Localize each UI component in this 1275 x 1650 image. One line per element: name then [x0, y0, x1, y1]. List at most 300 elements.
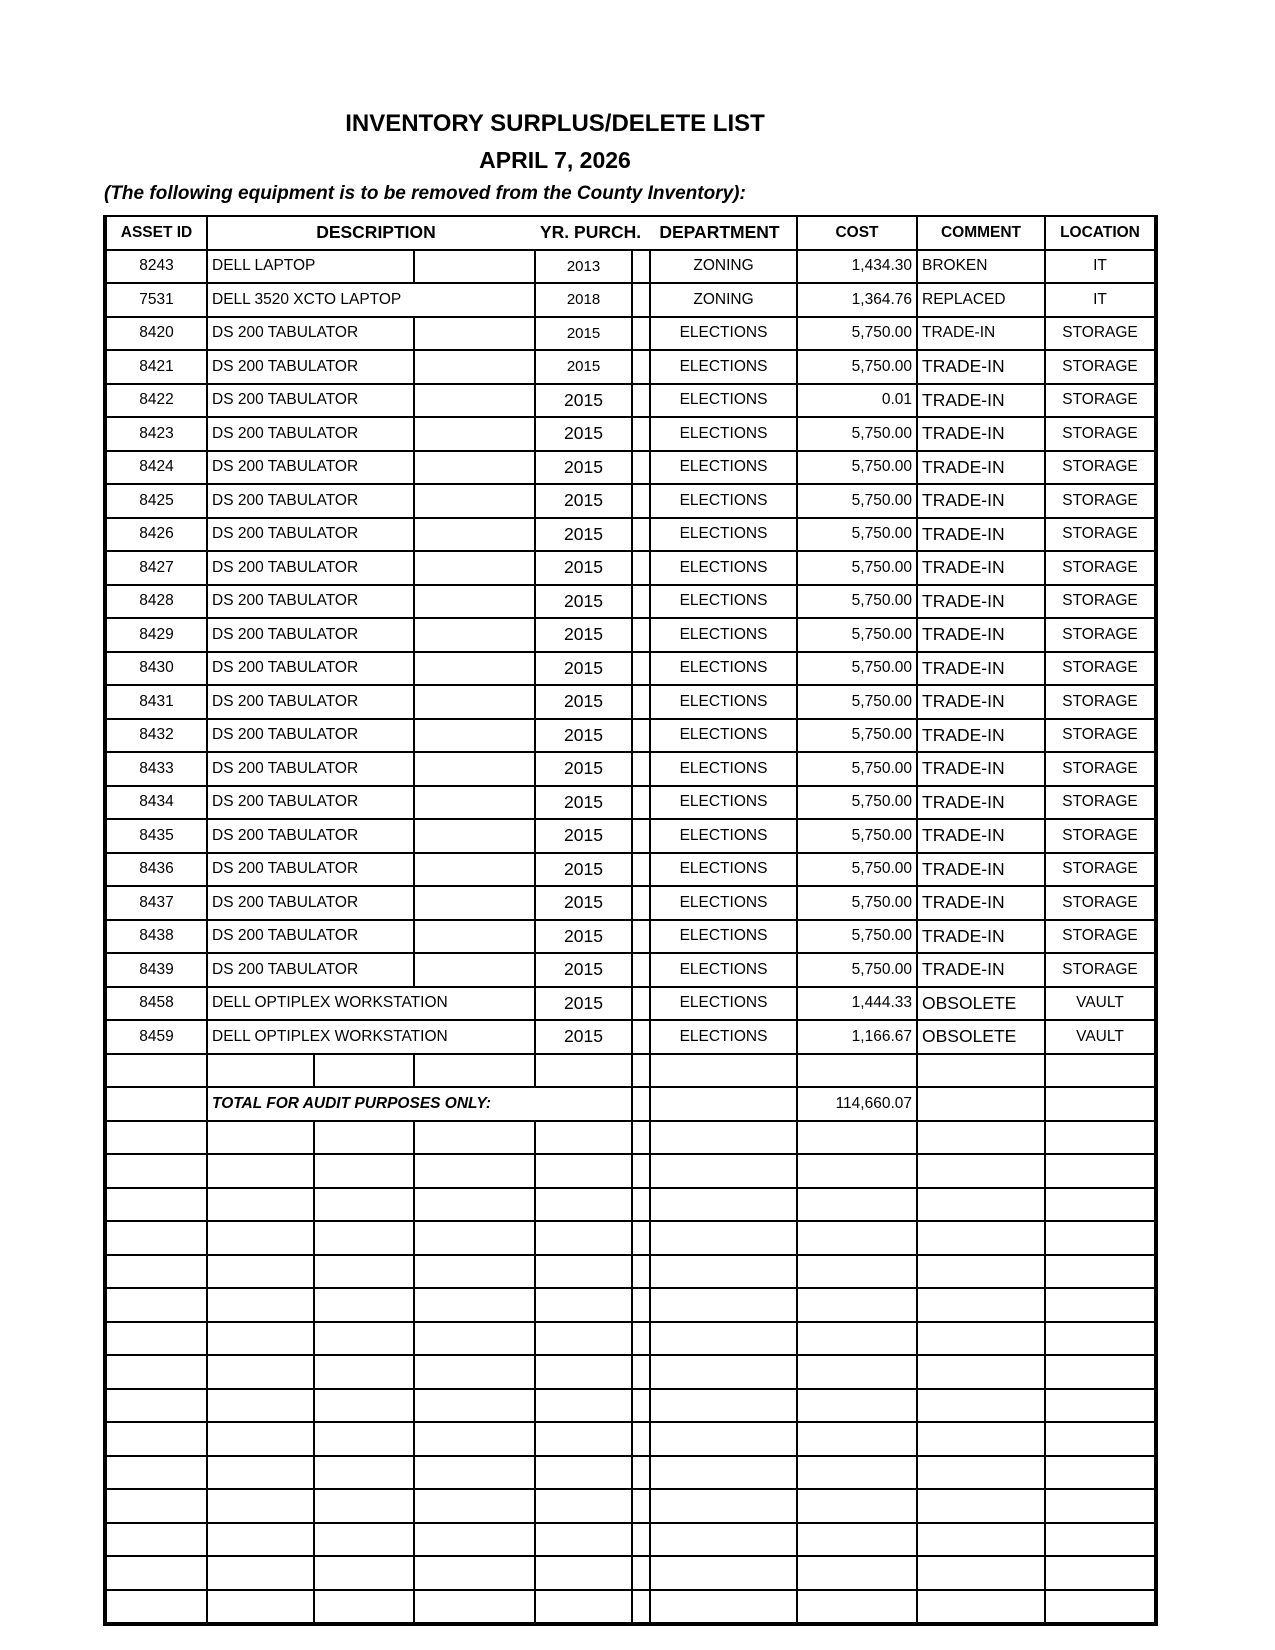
description-cell: DS 200 TABULATOR	[207, 518, 414, 552]
empty-cell	[917, 1322, 1045, 1356]
cost-cell: 5,750.00	[797, 752, 917, 786]
location-cell: IT	[1045, 283, 1156, 317]
table-row	[105, 719, 1156, 753]
year-purchased-cell: 2015	[535, 1020, 632, 1054]
empty-cell	[650, 1422, 797, 1456]
comment-cell: TRADE-IN	[917, 384, 1045, 418]
empty-cell	[797, 1590, 917, 1625]
year-purchased-cell: 2015	[535, 350, 632, 384]
table-row	[105, 618, 1156, 652]
cost-cell: 5,750.00	[797, 719, 917, 753]
description-overflow-cell	[414, 585, 535, 619]
department-cell: ELECTIONS	[650, 417, 797, 451]
description-cell: DS 200 TABULATOR	[207, 752, 414, 786]
empty-cell	[797, 1422, 917, 1456]
comment-cell: TRADE-IN	[917, 685, 1045, 719]
empty-cell	[917, 1489, 1045, 1523]
cost-cell: 5,750.00	[797, 685, 917, 719]
empty-cell	[650, 1154, 797, 1188]
table-row	[105, 317, 1156, 351]
department-cell: ELECTIONS	[650, 786, 797, 820]
asset-id-cell: 8421	[105, 350, 207, 384]
empty-cell	[207, 1422, 314, 1456]
department-cell: ELECTIONS	[650, 384, 797, 418]
description-overflow-cell	[414, 618, 535, 652]
empty-cell	[314, 1389, 414, 1423]
empty-cell	[535, 1255, 632, 1289]
year-purchased-cell: 2015	[535, 585, 632, 619]
asset-id-cell: 8427	[105, 551, 207, 585]
location-cell: STORAGE	[1045, 384, 1156, 418]
asset-id-cell: 8420	[105, 317, 207, 351]
location-cell: STORAGE	[1045, 652, 1156, 686]
empty-asset-cell	[105, 1456, 207, 1490]
location-cell: STORAGE	[1045, 786, 1156, 820]
year-purchased-cell: 2015	[535, 819, 632, 853]
empty-row	[105, 1523, 1156, 1557]
empty-cell	[535, 1389, 632, 1423]
comment-cell: BROKEN	[917, 250, 1045, 284]
empty-asset-cell	[105, 1288, 207, 1322]
description-overflow-cell	[414, 786, 535, 820]
description-cell: DS 200 TABULATOR	[207, 920, 414, 954]
empty-row	[105, 1556, 1156, 1590]
empty-cell	[1045, 1288, 1156, 1322]
empty-cell	[414, 1590, 535, 1625]
cost-cell: 5,750.00	[797, 417, 917, 451]
inventory-table	[103, 215, 1158, 1626]
asset-id-cell: 8424	[105, 451, 207, 485]
empty-cell	[535, 1422, 632, 1456]
empty-cell	[797, 1121, 917, 1155]
comment-cell: TRADE-IN	[917, 886, 1045, 920]
empty-cell	[414, 1255, 535, 1289]
empty-cell	[535, 1489, 632, 1523]
comment-cell: TRADE-IN	[917, 719, 1045, 753]
spacer-cell	[632, 283, 650, 317]
empty-cell	[1045, 1154, 1156, 1188]
empty-cell	[632, 1523, 650, 1557]
empty-cell	[207, 1590, 314, 1625]
empty-cell	[650, 1456, 797, 1490]
comment-cell: TRADE-IN	[917, 585, 1045, 619]
description-overflow-cell	[414, 384, 535, 418]
empty-cell	[917, 1355, 1045, 1389]
empty-asset-cell	[105, 1422, 207, 1456]
empty-cell	[535, 1556, 632, 1590]
empty-cell	[1045, 1590, 1156, 1625]
empty-cell	[917, 1154, 1045, 1188]
asset-id-cell: 8433	[105, 752, 207, 786]
empty-row	[105, 1255, 1156, 1289]
cost-cell: 5,750.00	[797, 819, 917, 853]
table-row	[105, 752, 1156, 786]
comment-cell: TRADE-IN	[917, 350, 1045, 384]
empty-cell	[314, 1355, 414, 1389]
empty-cell	[650, 1556, 797, 1590]
description-cell: DS 200 TABULATOR	[207, 886, 414, 920]
comment-cell: TRADE-IN	[917, 317, 1045, 351]
description-cell: DS 200 TABULATOR	[207, 652, 414, 686]
page-title: INVENTORY SURPLUS/DELETE LIST	[345, 110, 765, 137]
comment-cell: TRADE-IN	[917, 953, 1045, 987]
total-section	[105, 1087, 1156, 1121]
empty-cell	[314, 1221, 414, 1255]
comment-cell: TRADE-IN	[917, 819, 1045, 853]
empty-cell	[1045, 1389, 1156, 1423]
description-cell: DS 200 TABULATOR	[207, 417, 414, 451]
spacer-cell	[632, 819, 650, 853]
empty-cell	[1045, 1422, 1156, 1456]
location-cell: STORAGE	[1045, 484, 1156, 518]
spacer-cell	[632, 1020, 650, 1054]
comment-cell: TRADE-IN	[917, 417, 1045, 451]
empty-cell	[314, 1590, 414, 1625]
empty-cell	[414, 1556, 535, 1590]
empty-asset-cell	[105, 1054, 207, 1088]
empty-cell	[917, 1456, 1045, 1490]
cost-cell: 5,750.00	[797, 350, 917, 384]
cost-cell: 5,750.00	[797, 886, 917, 920]
department-cell: ELECTIONS	[650, 484, 797, 518]
asset-id-cell: 8428	[105, 585, 207, 619]
empty-cell	[535, 1288, 632, 1322]
comment-cell: TRADE-IN	[917, 618, 1045, 652]
empty-row	[105, 1590, 1156, 1625]
header-yr-purch: YR. PURCH.	[540, 222, 642, 243]
description-overflow-cell	[414, 317, 535, 351]
empty-row	[105, 1422, 1156, 1456]
table-row	[105, 350, 1156, 384]
header-location: LOCATION	[1045, 216, 1156, 250]
department-cell: ELECTIONS	[650, 451, 797, 485]
empty-cell	[632, 1456, 650, 1490]
empty-cell	[1045, 1355, 1156, 1389]
empty-cell	[917, 1590, 1045, 1625]
spacer-cell	[632, 317, 650, 351]
spacer-cell	[632, 350, 650, 384]
table-row	[105, 652, 1156, 686]
empty-row	[105, 1355, 1156, 1389]
cost-cell: 5,750.00	[797, 518, 917, 552]
comment-cell: TRADE-IN	[917, 451, 1045, 485]
year-purchased-cell: 2018	[535, 283, 632, 317]
description-cell: DELL OPTIPLEX WORKSTATION	[207, 987, 535, 1021]
empty-cell	[314, 1288, 414, 1322]
cost-cell: 5,750.00	[797, 585, 917, 619]
location-cell: STORAGE	[1045, 853, 1156, 887]
location-cell: IT	[1045, 250, 1156, 284]
empty-cell	[414, 1523, 535, 1557]
location-cell: STORAGE	[1045, 350, 1156, 384]
empty-cell	[632, 1188, 650, 1222]
description-cell: DS 200 TABULATOR	[207, 618, 414, 652]
empty-cell	[1045, 1188, 1156, 1222]
empty-asset-cell	[105, 1255, 207, 1289]
empty-cell	[414, 1489, 535, 1523]
description-cell: DS 200 TABULATOR	[207, 953, 414, 987]
empty-cell	[632, 1154, 650, 1188]
empty-cell	[650, 1389, 797, 1423]
cost-cell: 1,444.33	[797, 987, 917, 1021]
comment-cell: TRADE-IN	[917, 652, 1045, 686]
table-row	[105, 384, 1156, 418]
empty-cell	[797, 1556, 917, 1590]
empty-asset-cell	[105, 1355, 207, 1389]
location-cell: STORAGE	[1045, 819, 1156, 853]
empty-cell	[414, 1456, 535, 1490]
department-cell: ELECTIONS	[650, 317, 797, 351]
empty-row	[105, 1288, 1156, 1322]
cost-cell: 5,750.00	[797, 484, 917, 518]
cost-cell: 5,750.00	[797, 551, 917, 585]
empty-cell	[207, 1255, 314, 1289]
spacer-cell	[632, 652, 650, 686]
empty-cell	[1045, 1054, 1156, 1088]
empty-cell	[207, 1556, 314, 1590]
total-department-cell	[650, 1087, 797, 1121]
empty-cell	[1045, 1489, 1156, 1523]
empty-cell	[207, 1188, 314, 1222]
empty-cell	[314, 1188, 414, 1222]
location-cell: STORAGE	[1045, 518, 1156, 552]
empty-row	[105, 1121, 1156, 1155]
description-overflow-cell	[414, 250, 535, 284]
department-cell: ELECTIONS	[650, 1020, 797, 1054]
empty-cell	[632, 1054, 650, 1088]
description-cell: DELL LAPTOP	[207, 250, 414, 284]
description-cell: DS 200 TABULATOR	[207, 719, 414, 753]
department-cell: ELECTIONS	[650, 953, 797, 987]
empty-cell	[650, 1054, 797, 1088]
cost-cell: 5,750.00	[797, 451, 917, 485]
spacer-cell	[632, 518, 650, 552]
empty-asset-cell	[105, 1121, 207, 1155]
empty-cell	[632, 1489, 650, 1523]
spacer-cell	[632, 853, 650, 887]
spacer-cell	[632, 585, 650, 619]
cost-cell: 5,750.00	[797, 652, 917, 686]
empty-cell	[917, 1422, 1045, 1456]
empty-cell	[632, 1556, 650, 1590]
empty-row	[105, 1322, 1156, 1356]
empty-cell	[207, 1154, 314, 1188]
empty-cell	[314, 1322, 414, 1356]
asset-id-cell: 8437	[105, 886, 207, 920]
empty-row	[105, 1389, 1156, 1423]
year-purchased-cell: 2015	[535, 317, 632, 351]
table-row	[105, 786, 1156, 820]
empty-cell	[650, 1523, 797, 1557]
department-cell: ELECTIONS	[650, 752, 797, 786]
empty-row	[105, 1154, 1156, 1188]
comment-cell: TRADE-IN	[917, 518, 1045, 552]
empty-cell	[314, 1154, 414, 1188]
description-cell: DS 200 TABULATOR	[207, 451, 414, 485]
header-merged-grid	[212, 217, 792, 249]
description-cell: DELL OPTIPLEX WORKSTATION	[207, 1020, 535, 1054]
description-overflow-cell	[414, 685, 535, 719]
empty-cell	[1045, 1523, 1156, 1557]
spacer-cell	[632, 551, 650, 585]
cost-cell: 1,364.76	[797, 283, 917, 317]
location-cell: VAULT	[1045, 1020, 1156, 1054]
asset-id-cell: 8425	[105, 484, 207, 518]
total-row	[105, 1087, 1156, 1121]
location-cell: STORAGE	[1045, 685, 1156, 719]
empty-cell	[535, 1188, 632, 1222]
total-comment-cell	[917, 1087, 1045, 1121]
empty-cell	[207, 1054, 314, 1088]
year-purchased-cell: 2015	[535, 518, 632, 552]
empty-cell	[414, 1288, 535, 1322]
empty-cell	[917, 1054, 1045, 1088]
empty-cell	[535, 1054, 632, 1088]
empty-asset-cell	[105, 1322, 207, 1356]
cost-cell: 0.01	[797, 384, 917, 418]
location-cell: STORAGE	[1045, 920, 1156, 954]
empty-cell	[797, 1255, 917, 1289]
header-row	[105, 216, 1156, 250]
total-value-cell: 114,660.07	[797, 1087, 917, 1121]
department-cell: ELECTIONS	[650, 819, 797, 853]
header-asset-id: ASSET ID	[105, 216, 207, 250]
asset-id-cell: 7531	[105, 283, 207, 317]
department-cell: ZONING	[650, 283, 797, 317]
empty-cell	[917, 1121, 1045, 1155]
empty-cell	[917, 1556, 1045, 1590]
empty-grid	[105, 1121, 1156, 1625]
year-purchased-cell: 2015	[535, 417, 632, 451]
empty-cell	[797, 1456, 917, 1490]
description-overflow-cell	[414, 417, 535, 451]
description-cell: DS 200 TABULATOR	[207, 819, 414, 853]
location-cell: STORAGE	[1045, 618, 1156, 652]
asset-id-cell: 8436	[105, 853, 207, 887]
empty-asset-cell	[105, 1188, 207, 1222]
asset-id-cell: 8430	[105, 652, 207, 686]
total-location-cell	[1045, 1087, 1156, 1121]
asset-id-cell: 8458	[105, 987, 207, 1021]
empty-cell	[535, 1322, 632, 1356]
empty-cell	[650, 1288, 797, 1322]
cost-cell: 5,750.00	[797, 618, 917, 652]
spacer-cell	[632, 752, 650, 786]
location-cell: STORAGE	[1045, 953, 1156, 987]
year-purchased-cell: 2015	[535, 484, 632, 518]
description-overflow-cell	[414, 652, 535, 686]
spacer-cell	[632, 719, 650, 753]
location-cell: STORAGE	[1045, 585, 1156, 619]
year-purchased-cell: 2015	[535, 987, 632, 1021]
asset-id-cell: 8438	[105, 920, 207, 954]
empty-cell	[1045, 1556, 1156, 1590]
empty-cell	[414, 1322, 535, 1356]
asset-id-cell: 8439	[105, 953, 207, 987]
year-purchased-cell: 2015	[535, 719, 632, 753]
spacer-cell	[632, 886, 650, 920]
table-row	[105, 685, 1156, 719]
empty-cell	[797, 1322, 917, 1356]
department-cell: ELECTIONS	[650, 652, 797, 686]
empty-row	[105, 1456, 1156, 1490]
empty-cell	[797, 1221, 917, 1255]
asset-id-cell: 8434	[105, 786, 207, 820]
cost-cell: 1,166.67	[797, 1020, 917, 1054]
empty-cell	[207, 1121, 314, 1155]
location-cell: VAULT	[1045, 987, 1156, 1021]
empty-cell	[632, 1590, 650, 1625]
empty-cell	[797, 1188, 917, 1222]
empty-cell	[632, 1422, 650, 1456]
empty-cell	[314, 1523, 414, 1557]
empty-cell	[535, 1523, 632, 1557]
empty-asset-cell	[105, 1489, 207, 1523]
description-overflow-cell	[414, 920, 535, 954]
cost-cell: 5,750.00	[797, 920, 917, 954]
empty-cell	[632, 1121, 650, 1155]
description-cell: DS 200 TABULATOR	[207, 685, 414, 719]
empty-cell	[207, 1489, 314, 1523]
empty-cell	[650, 1221, 797, 1255]
spacer-cell	[632, 987, 650, 1021]
total-asset-cell	[105, 1087, 207, 1121]
empty-cell	[535, 1590, 632, 1625]
empty-cell	[535, 1154, 632, 1188]
empty-row	[105, 1221, 1156, 1255]
asset-id-cell: 8435	[105, 819, 207, 853]
empty-cell	[414, 1188, 535, 1222]
empty-cell	[535, 1221, 632, 1255]
spacer-cell	[632, 786, 650, 820]
description-cell: DS 200 TABULATOR	[207, 384, 414, 418]
empty-cell	[535, 1456, 632, 1490]
department-cell: ELECTIONS	[650, 618, 797, 652]
empty-cell	[632, 1389, 650, 1423]
empty-cell	[207, 1221, 314, 1255]
table-row	[105, 551, 1156, 585]
spacer-cell	[632, 417, 650, 451]
empty-cell	[414, 1154, 535, 1188]
empty-row	[105, 1188, 1156, 1222]
asset-id-cell: 8459	[105, 1020, 207, 1054]
inventory-rows	[105, 250, 1156, 1088]
description-overflow-cell	[414, 484, 535, 518]
description-cell: DS 200 TABULATOR	[207, 317, 414, 351]
empty-cell	[797, 1389, 917, 1423]
empty-cell	[797, 1054, 917, 1088]
asset-id-cell: 8422	[105, 384, 207, 418]
spacer-cell	[632, 384, 650, 418]
table-row	[105, 250, 1156, 284]
empty-asset-cell	[105, 1556, 207, 1590]
comment-cell: TRADE-IN	[917, 484, 1045, 518]
empty-cell	[207, 1355, 314, 1389]
header-description: DESCRIPTION	[316, 222, 436, 243]
description-cell: DS 200 TABULATOR	[207, 551, 414, 585]
asset-id-cell: 8429	[105, 618, 207, 652]
empty-cell	[632, 1255, 650, 1289]
table-row	[105, 283, 1156, 317]
year-purchased-cell: 2015	[535, 451, 632, 485]
spacer-cell	[632, 920, 650, 954]
empty-cell	[797, 1288, 917, 1322]
empty-cell	[632, 1288, 650, 1322]
empty-cell	[314, 1489, 414, 1523]
empty-cell	[632, 1355, 650, 1389]
year-purchased-cell: 2013	[535, 250, 632, 284]
year-purchased-cell: 2015	[535, 752, 632, 786]
